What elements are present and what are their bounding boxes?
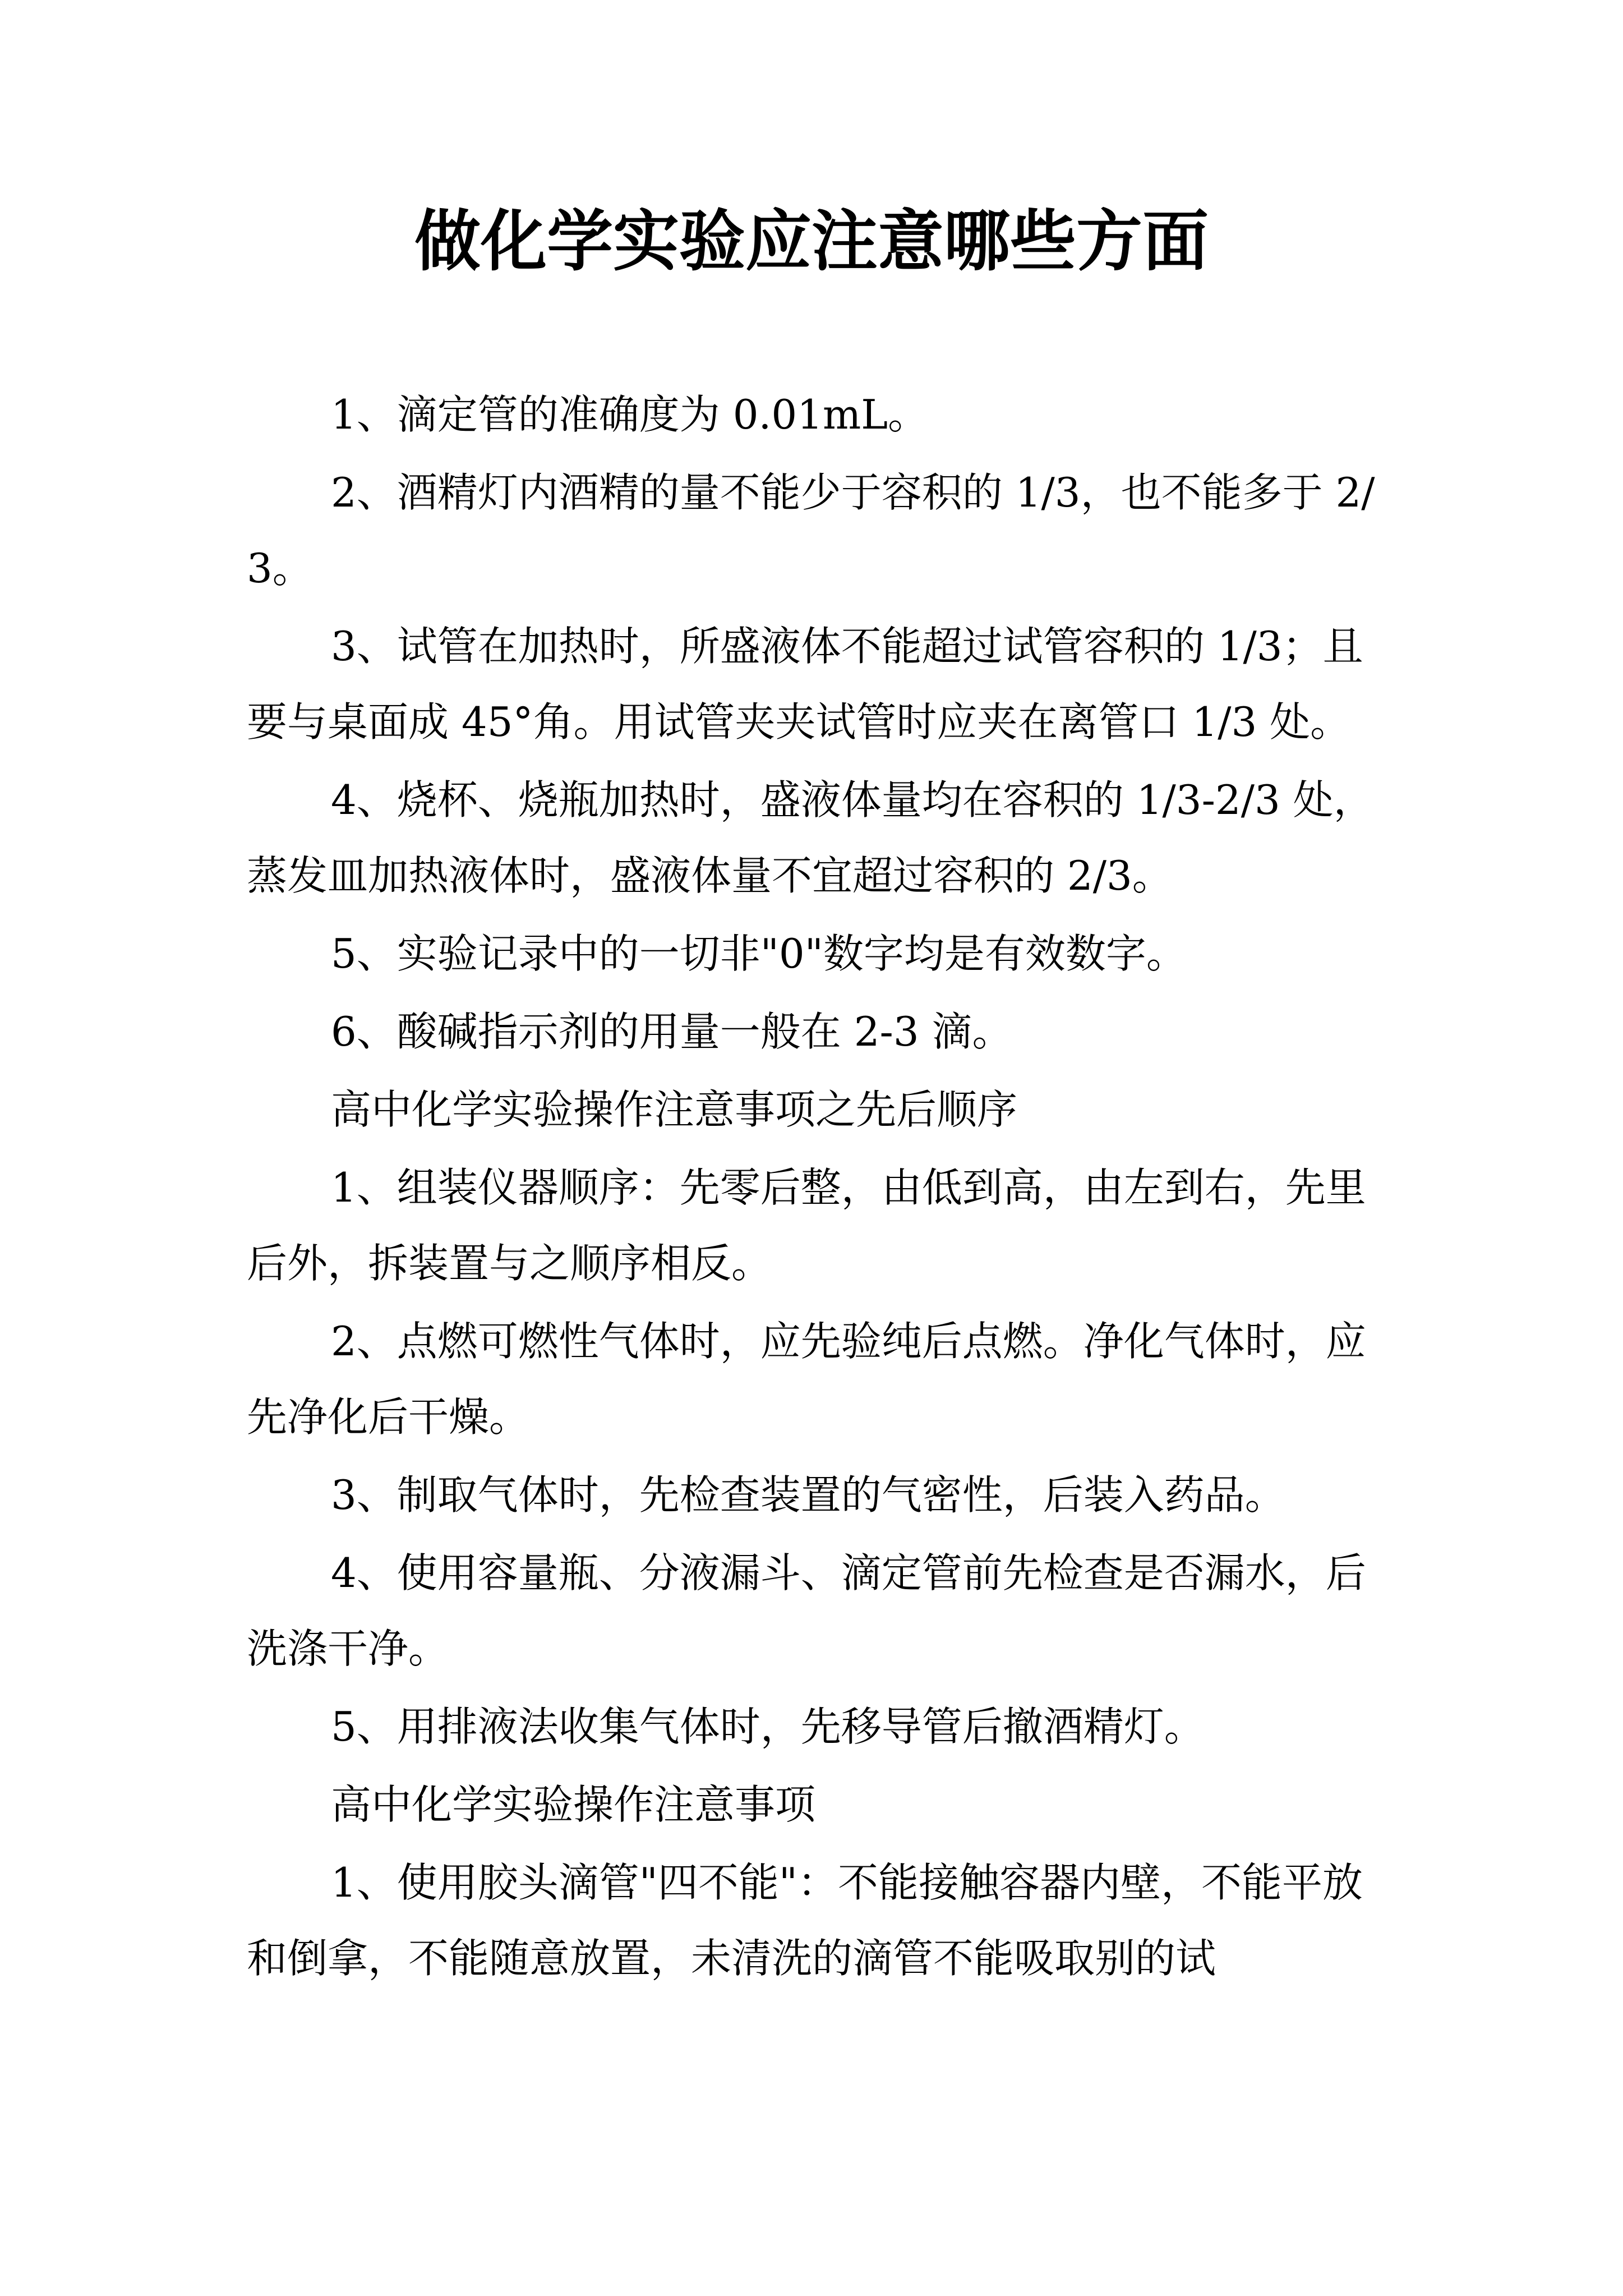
document-title: 做化学实验应注意哪些方面 xyxy=(414,202,1209,280)
paragraph: 4、使用容量瓶、分液漏斗、滴定管前先检查是否漏水，后洗涤干净。 xyxy=(247,1549,1366,1672)
section-heading: 高中化学实验操作注意事项 xyxy=(331,1781,816,1828)
paragraph: 2、点燃可燃性气体时，应先验纯后点燃。净化气体时，应先净化后干燥。 xyxy=(247,1318,1366,1441)
paragraph: 4、烧杯、烧瓶加热时，盛液体量均在容积的 1/3-2/3 处，蒸发皿加热液体时，盛液体量不宜超过容积的 2/3。 xyxy=(247,776,1374,899)
paragraph: 6、酸碱指示剂的用量一般在 2-3 滴。 xyxy=(331,1008,1013,1055)
paragraph: 5、实验记录中的一切非"0"数字均是有效数字。 xyxy=(331,930,1187,977)
document-body xyxy=(247,377,1387,1999)
paragraph: 2、酒精灯内酒精的量不能少于容积的 1/3，也不能多于 2/3。 xyxy=(247,469,1375,592)
paragraph: 3、制取气体时，先检查装置的气密性，后装入药品。 xyxy=(331,1471,1285,1519)
paragraph: 1、使用胶头滴管"四不能"：不能接触容器内壁，不能平放和倒拿，不能随意放置，未清洗的滴管不能吸取别的试 xyxy=(247,1859,1363,1982)
section-heading: 高中化学实验操作注意事项之先后顺序 xyxy=(331,1086,1018,1133)
paragraph: 5、用排液法收集气体时，先移导管后撤酒精灯。 xyxy=(331,1703,1205,1750)
paragraph: 1、滴定管的准确度为 0.01mL。 xyxy=(331,391,929,438)
paragraph: 3、试管在加热时，所盛液体不能超过试管容积的 1/3；且要与桌面成 45°角。用试管夹夹试管时应夹在离管口 1/3 处。 xyxy=(247,623,1363,746)
paragraph: 1、组装仪器顺序：先零后整，由低到高，由左到右，先里后外，拆装置与之顺序相反。 xyxy=(247,1164,1366,1287)
